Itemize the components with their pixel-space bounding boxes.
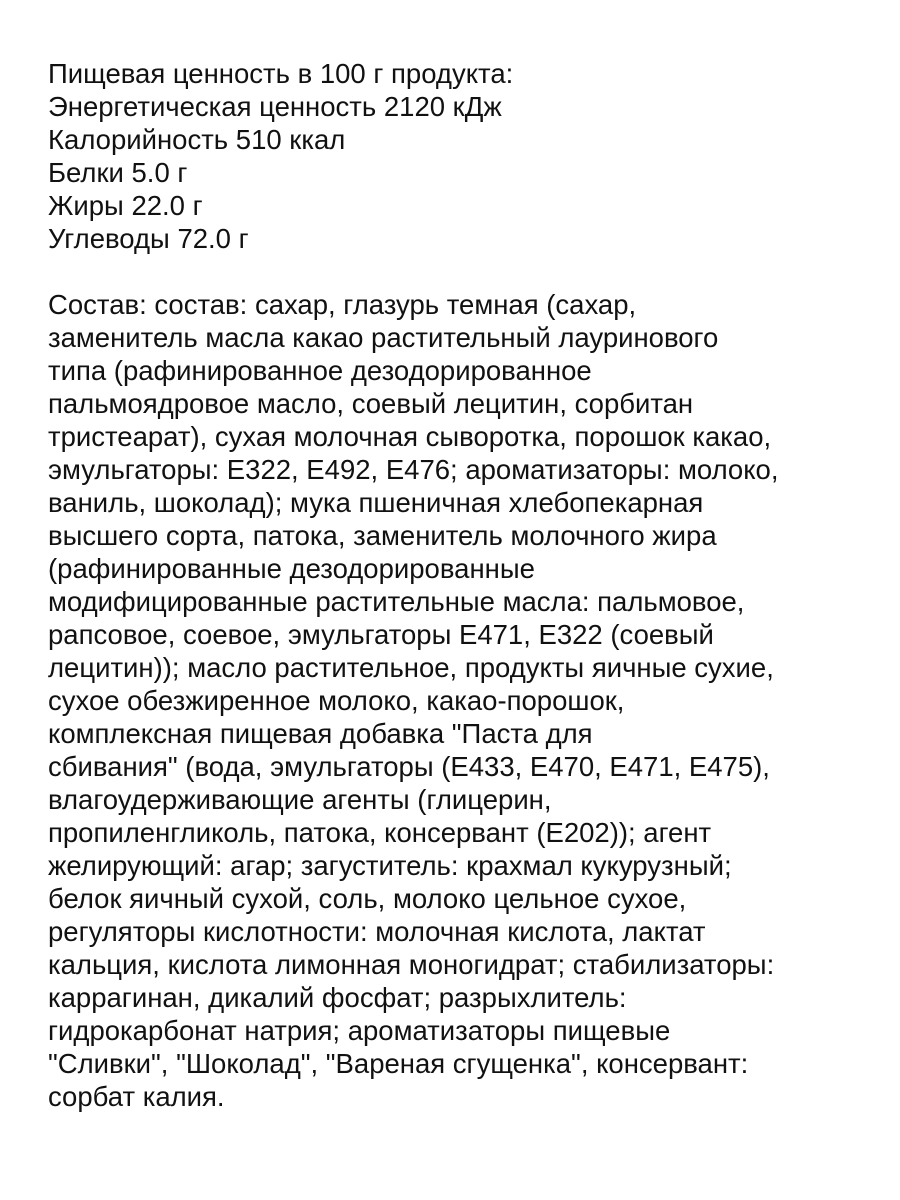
composition-line: заменитель масла какао растительный лауринового <box>48 322 719 353</box>
composition-line: гидрокарбонат натрия; ароматизаторы пищевые <box>48 1015 671 1046</box>
composition-line: желирующий: агар; загуститель: крахмал кукурузный; <box>48 850 732 881</box>
energy-value-line: Энергетическая ценность 2120 кДж <box>48 91 502 122</box>
composition-line: (рафинированные дезодорированные <box>48 553 535 584</box>
composition-line: комплексная пищевая добавка "Паста для <box>48 718 593 749</box>
product-label-document <box>48 57 878 1113</box>
composition-line: Состав: состав: сахар, глазурь темная (сахар, <box>48 289 637 320</box>
composition-line: "Сливки", "Шоколад", "Вареная сгущенка", консервант: <box>48 1048 749 1079</box>
composition-line: ваниль, шоколад); мука пшеничная хлебопекарная <box>48 487 704 518</box>
composition-line: типа (рафинированное дезодорированное <box>48 355 592 386</box>
protein-line: Белки 5.0 г <box>48 157 188 188</box>
composition-line: пальмоядровое масло, соевый лецитин, сорбитан <box>48 388 694 419</box>
composition-line: высшего сорта, патока, заменитель молочного жира <box>48 520 717 551</box>
composition-line: белок яичный сухой, соль, молоко цельное сухое, <box>48 883 687 914</box>
composition-line: тристеарат), сухая молочная сыворотка, порошок какао, <box>48 421 772 452</box>
composition-line: сбивания" (вода, эмульгаторы (Е433, Е470, Е471, Е475), <box>48 751 770 782</box>
composition-line: рапсовое, соевое, эмульгаторы Е471, Е322 (соевый <box>48 619 714 650</box>
composition-line: кальция, кислота лимонная моногидрат; стабилизаторы: <box>48 949 775 980</box>
nutrition-section <box>48 57 878 255</box>
calories-line: Калорийность 510 ккал <box>48 124 346 155</box>
composition-line: регуляторы кислотности: молочная кислота, лактат <box>48 916 706 947</box>
carbohydrates-line: Углеводы 72.0 г <box>48 223 249 254</box>
fat-line: Жиры 22.0 г <box>48 190 203 221</box>
composition-line: пропиленгликоль, патока, консервант (Е202)); агент <box>48 817 712 848</box>
composition-line: эмульгаторы: Е322, Е492, Е476; ароматизаторы: молоко, <box>48 454 779 485</box>
composition-line: сухое обезжиренное молоко, какао-порошок, <box>48 685 625 716</box>
composition-section <box>48 288 878 1113</box>
composition-line: модифицированные растительные масла: пальмовое, <box>48 586 745 617</box>
nutrition-header: Пищевая ценность в 100 г продукта: <box>48 58 514 89</box>
composition-line: сорбат калия. <box>48 1081 225 1112</box>
composition-line: каррагинан, дикалий фосфат; разрыхлитель: <box>48 982 627 1013</box>
composition-line: лецитин)); масло растительное, продукты яичные сухие, <box>48 652 774 683</box>
composition-line: влагоудерживающие агенты (глицерин, <box>48 784 552 815</box>
section-spacer <box>48 255 878 288</box>
